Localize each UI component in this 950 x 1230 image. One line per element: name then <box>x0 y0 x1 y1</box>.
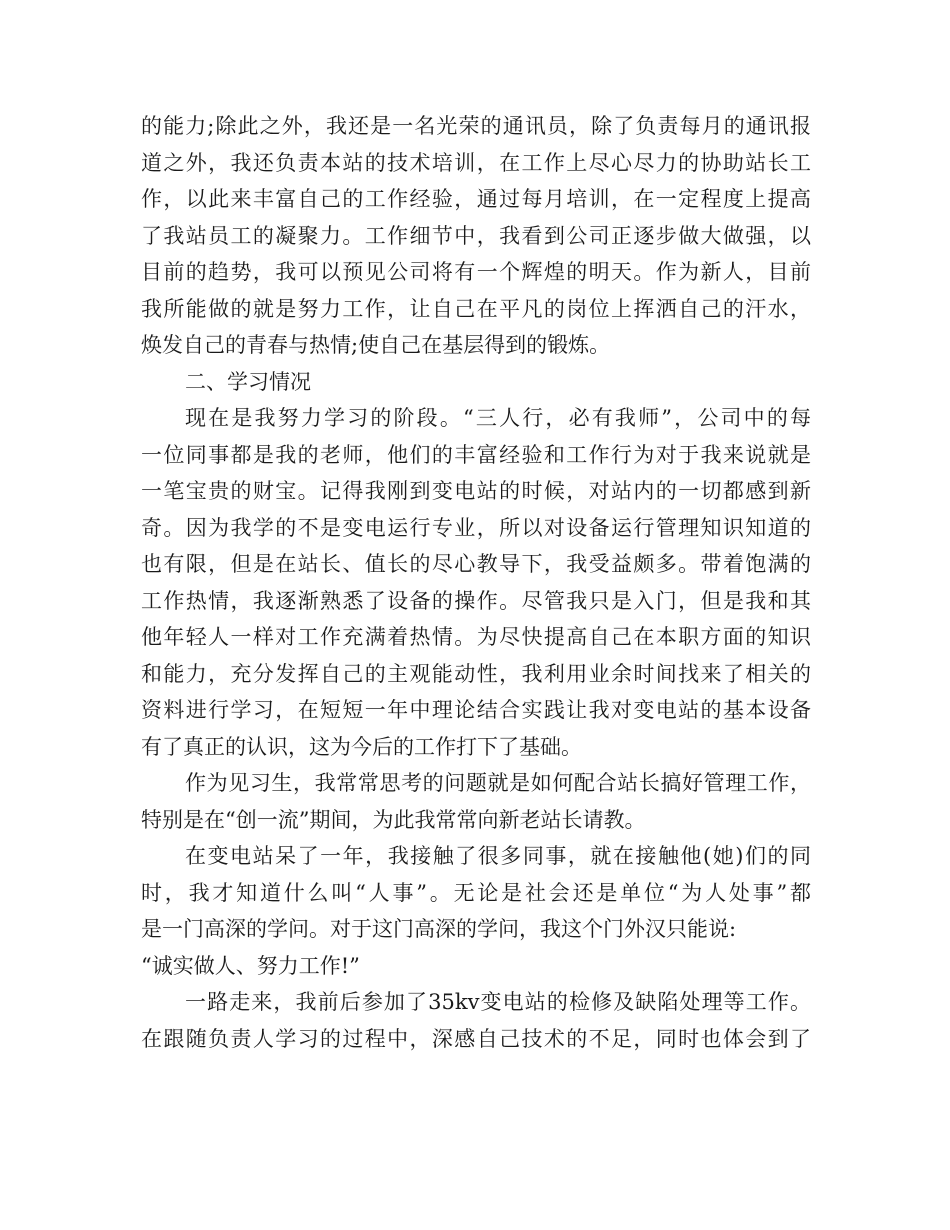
text-line: 也有限，但是在站长、值长的尽心教导下，我受益颇多。带着饱满的 <box>141 552 811 576</box>
text-line: 特别是在“创一流”期间，为此我常常向新老站长请教。 <box>141 807 646 832</box>
text-line: 在跟随负责人学习的过程中，深感自己技术的不足，同时也体会到了 <box>141 1026 811 1051</box>
text-line: 时，我才知道什么叫“人事”。无论是社会还是单位“为人处事”都 <box>141 880 811 905</box>
text-line: 作为见习生，我常常思考的问题就是如何配合站长搞好管理工作， <box>185 771 811 795</box>
text-line: 作，以此来丰富自己的工作经验，通过每月培训，在一定程度上提高 <box>141 187 811 211</box>
text-line: 他年轻人一样对工作充满着热情。为尽快提高自己在本职方面的知识 <box>141 625 811 649</box>
text-line: 了我站员工的凝聚力。工作细节中，我看到公司正逐步做大做强，以 <box>141 223 811 248</box>
text-line: 资料进行学习，在短短一年中理论结合实践让我对变电站的基本设备 <box>141 698 811 722</box>
text-line: 在变电站呆了一年，我接触了很多同事，就在接触他(她)们的同 <box>185 844 811 868</box>
text-line: 道之外，我还负责本站的技术培训，在工作上尽心尽力的协助站长工 <box>141 150 811 175</box>
section-heading: 二、学习情况 <box>185 369 311 394</box>
text-line: 一位同事都是我的老师，他们的丰富经验和工作行为对于我来说就是 <box>141 442 811 467</box>
text-line: 一笔宝贵的财宝。记得我刚到变电站的时候，对站内的一切都感到新 <box>141 479 811 503</box>
text-line: 和能力，充分发挥自己的主观能动性，我利用业余时间找来了相关的 <box>141 661 811 686</box>
text-line: 目前的趋势，我可以预见公司将有一个辉煌的明天。作为新人，目前 <box>141 260 811 284</box>
body-text <box>141 108 811 1057</box>
text-line: 焕发自己的青春与热情;使自己在基层得到的锻炼。 <box>141 333 611 357</box>
text-line: 是一门高深的学问。对于这门高深的学问，我这个门外汉只能说: <box>141 917 737 941</box>
text-line: “诚实做人、努力工作!” <box>141 953 360 978</box>
text-line: 一路走来，我前后参加了35kv变电站的检修及缺陷处理等工作。 <box>185 990 811 1014</box>
text-line: 的能力;除此之外，我还是一名光荣的通讯员，除了负责每月的通讯报 <box>141 114 811 138</box>
text-line: 我所能做的就是努力工作，让自己在平凡的岗位上挥洒自己的汗水， <box>141 296 811 321</box>
text-line: 工作热情，我逐渐熟悉了设备的操作。尽管我只是入门，但是我和其 <box>141 588 811 613</box>
text-line: 有了真正的认识，这为今后的工作打下了基础。 <box>141 734 582 759</box>
text-line: 现在是我努力学习的阶段。“三人行，必有我师”，公司中的每 <box>185 406 811 430</box>
text-line: 奇。因为我学的不是变电运行专业，所以对设备运行管理知识知道的 <box>141 515 811 540</box>
